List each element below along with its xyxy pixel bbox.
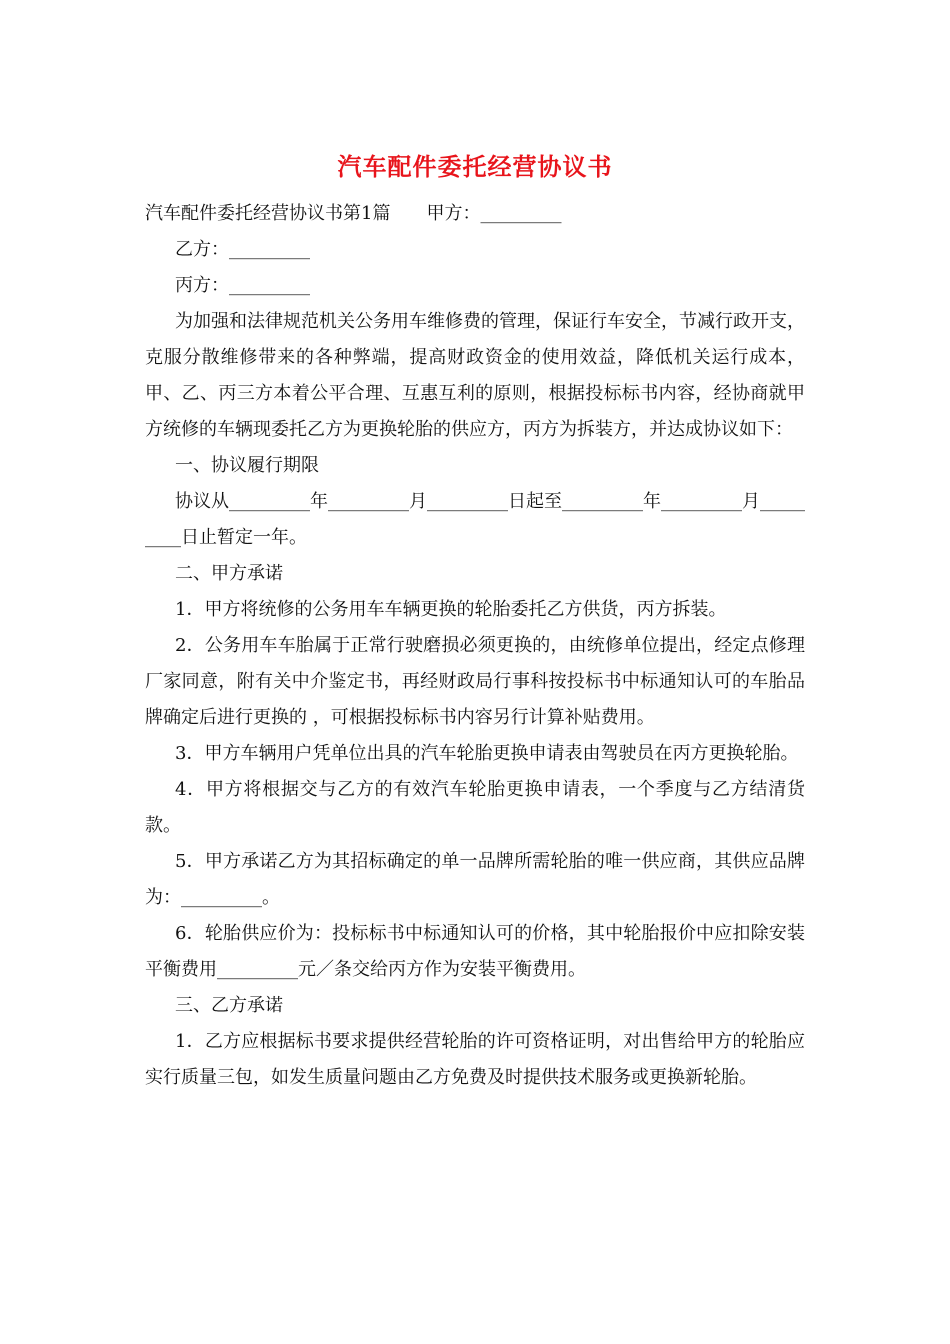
paragraph: 汽车配件委托经营协议书第1篇 甲方：_________: [145, 203, 562, 224]
list-item: 1．乙方应根据标书要求提供经营轮胎的许可资格证明，对出售给甲方的轮胎应实行质量三包，如发生质量问题由乙方免费及时提供技术服务或更换新轮胎。: [145, 1031, 805, 1088]
section-heading: 一、协议履行期限: [175, 455, 319, 476]
paragraph: 丙方：_________: [175, 275, 310, 296]
section-heading: 三、乙方承诺: [175, 995, 283, 1016]
paragraph: 协议从_________年_________月_________日起至_________年_________月_________日止暂定一年。: [145, 491, 805, 548]
paragraph: 为加强和法律规范机关公务用车维修费的管理，保证行车安全，节减行政开支，克服分散维修带来的各种弊端，提高财政资金的使用效益，降低机关运行成本，甲、乙、丙三方本着公平合理、互惠互利的原则，根据投标标书内容，经协商就甲方统修的车辆现委托乙方为更换轮胎的供应方，丙方为拆装方，并达成协议如下：: [145, 311, 805, 440]
document-title: 汽车配件委托经营协议书: [337, 152, 613, 181]
list-item: 3．甲方车辆用户凭单位出具的汽车轮胎更换申请表由驾驶员在丙方更换轮胎。: [175, 743, 799, 764]
list-item: 2．公务用车车胎属于正常行驶磨损必须更换的，由统修单位提出，经定点修理厂家同意，附有关中介鉴定书，再经财政局行事科按投标书中标通知认可的车胎品牌确定后进行更换的 ，可根据投标标书内容另行计算补贴费用。: [145, 635, 805, 728]
list-item: 6．轮胎供应价为：投标标书中标通知认可的价格，其中轮胎报价中应扣除安装平衡费用_________元／条交给丙方作为安装平衡费用。: [145, 923, 805, 980]
section-heading: 二、甲方承诺: [175, 563, 283, 584]
list-item: 4．甲方将根据交与乙方的有效汽车轮胎更换申请表，一个季度与乙方结清货款。: [145, 779, 805, 836]
list-item: 1．甲方将统修的公务用车车辆更换的轮胎委托乙方供货，丙方拆装。: [175, 599, 727, 620]
list-item: 5．甲方承诺乙方为其招标确定的单一品牌所需轮胎的唯一供应商，其供应品牌为：_________。: [145, 851, 805, 908]
paragraph: 乙方：_________: [175, 239, 310, 260]
document-body: [145, 196, 805, 1096]
